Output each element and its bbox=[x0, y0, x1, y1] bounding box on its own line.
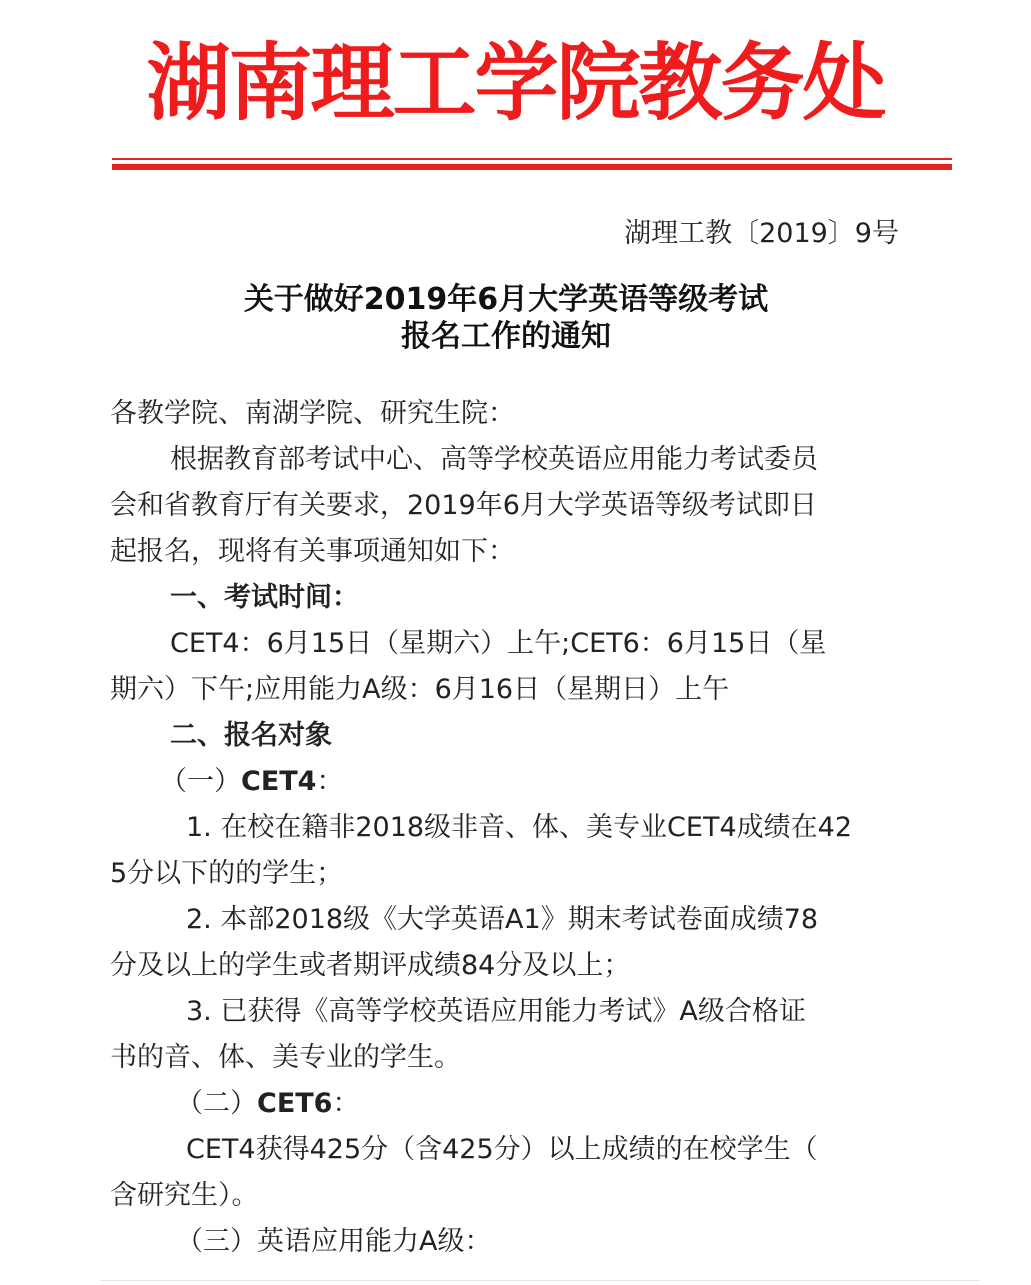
intro-line-3: 起报名，现将有关事项通知如下： bbox=[110, 536, 515, 567]
subsection-1-suffix: ： bbox=[316, 766, 344, 797]
item-1-line-2: 5分以下的的学生； bbox=[110, 858, 344, 889]
header-red-rule-thick bbox=[112, 164, 952, 170]
section-1-line-1: CET4：6月15日（星期六）上午;CET6：6月15日（星 bbox=[170, 628, 827, 659]
subsection-3-heading: （三）英语应用能力A级： bbox=[176, 1226, 492, 1257]
notice-title-line-2: 报名工作的通知 bbox=[401, 319, 611, 354]
salutation: 各教学院、南湖学院、研究生院： bbox=[110, 398, 515, 429]
item-3-line-1: 3. 已获得《高等学校英语应用能力考试》A级合格证 bbox=[186, 996, 806, 1027]
intro-line-1: 根据教育部考试中心、高等学校英语应用能力考试委员 bbox=[170, 444, 818, 475]
section-1-line-2: 期六）下午;应用能力A级：6月16日（星期日）上午 bbox=[110, 674, 730, 705]
subsection-1-label: CET4 bbox=[241, 766, 317, 797]
notice-title-line-1: 关于做好2019年6月大学英语等级考试 bbox=[243, 282, 769, 317]
subsection-2-prefix: （二） bbox=[176, 1088, 257, 1119]
subsection-2-heading bbox=[176, 1084, 359, 1124]
item-2-line-1: 2. 本部2018级《大学英语A1》期末考试卷面成绩78 bbox=[186, 904, 819, 935]
cet6-line-1: CET4获得425分（含425分）以上成绩的在校学生（ bbox=[186, 1134, 818, 1165]
header-red-rule-thin bbox=[112, 158, 952, 160]
item-1-line-1: 1. 在校在籍非2018级非音、体、美专业CET4成绩在42 bbox=[186, 812, 852, 843]
bottom-divider bbox=[100, 1280, 980, 1281]
cet6-line-2: 含研究生）。 bbox=[110, 1180, 259, 1211]
item-3-line-2: 书的音、体、美专业的学生。 bbox=[110, 1042, 461, 1073]
subsection-1-prefix: （一） bbox=[160, 766, 241, 797]
document-number: 湖理工教〔2019〕9号 bbox=[624, 218, 899, 249]
item-2-line-2: 分及以上的学生或者期评成绩84分及以上； bbox=[110, 950, 631, 981]
issuer-header-title: 湖南理工学院教务处 bbox=[146, 34, 885, 132]
subsection-2-suffix: ： bbox=[332, 1088, 360, 1119]
subsection-1-heading bbox=[160, 762, 343, 802]
section-1-heading: 一、考试时间： bbox=[170, 582, 359, 613]
intro-line-2: 会和省教育厅有关要求，2019年6月大学英语等级考试即日 bbox=[110, 490, 817, 521]
subsection-2-label: CET6 bbox=[257, 1088, 333, 1119]
section-2-heading: 二、报名对象 bbox=[170, 720, 332, 751]
